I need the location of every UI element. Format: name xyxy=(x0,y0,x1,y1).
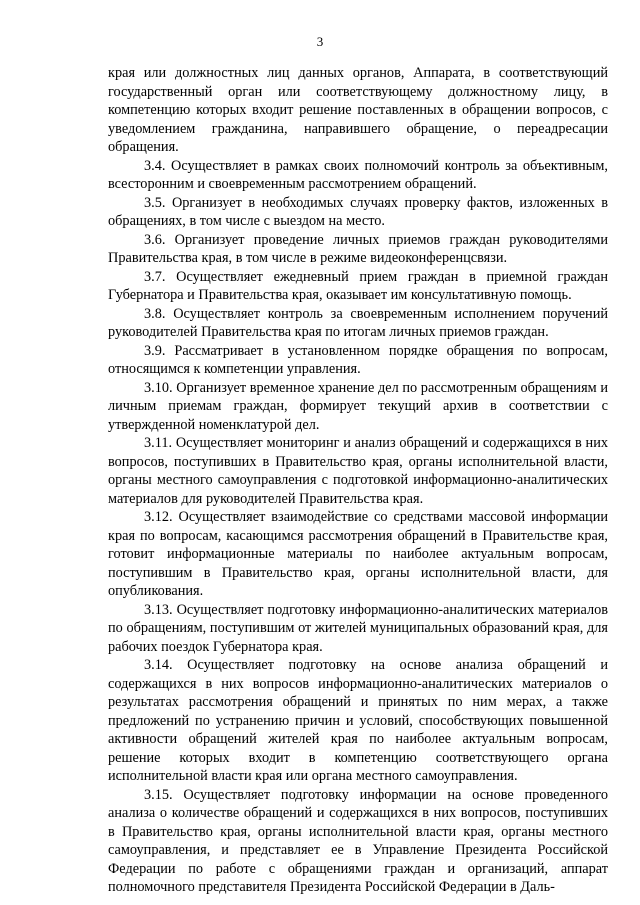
paragraph-3-14: 3.14. Осуществляет подготовку на основе анализа обращений и содержащихся в них вопросов информационно-аналитических материалов о результатах рассмотрения обращений и принятых по ним мерах, а также предложений по устранению причин и условий, способствующих повышенной активности обращений жителей края по наиболее актуальным вопросам, решение которых входит в компетенцию соответствующего органа исполнительной власти края или органа местного самоуправления. xyxy=(108,657,608,784)
paragraph-3-12: 3.12. Осуществляет взаимодействие со средствами массовой информации края по вопросам, касающимся рассмотрения обращений в Правительстве края, готовит информационные материалы по наиболее актуальным вопросам, поступившим в Правительство края, органы исполнительной власти, для опубликования. xyxy=(108,509,608,599)
paragraph-continuation: края или должностных лиц данных органов, Аппарата, в соответствующий государственный орган или соответствующему должностному лицу, в компетенцию которых входит решение поставленных в обращении вопросов, с уведомлением гражданина, направившего обращение, о переадресации обращения. xyxy=(108,65,608,155)
paragraph-3-5: 3.5. Организует в необходимых случаях проверку фактов, изложенных в обращениях, в том числе с выездом на место. xyxy=(108,194,608,229)
paragraph-3-11: 3.11. Осуществляет мониторинг и анализ обращений и содержащихся в них вопросов, поступивших в Правительство края, органы исполнительной власти, органы местного самоуправления с подготовкой информационно-аналитических материалов для руководителей Правительства края. xyxy=(108,435,608,507)
paragraph-3-9: 3.9. Рассматривает в установленном порядке обращения по вопросам, относящимся к компетенции управления. xyxy=(108,342,608,377)
paragraph-3-13: 3.13. Осуществляет подготовку информационно-аналитических материалов по обращениям, поступившим от жителей муниципальных образований края, для рабочих поездок Губернатора края. xyxy=(108,601,608,655)
paragraph-3-8: 3.8. Осуществляет контроль за своевременным исполнением поручений руководителей Правительства края по итогам личных приемов граждан. xyxy=(108,305,608,340)
paragraph-3-6: 3.6. Организует проведение личных приемов граждан руководителями Правительства края, в том числе в режиме видеоконференцсвязи. xyxy=(108,231,608,266)
document-body xyxy=(108,64,608,897)
page-number: 3 xyxy=(316,34,324,49)
paragraph-3-4: 3.4. Осуществляет в рамках своих полномочий контроль за объективным, всесторонним и своевременным рассмотрением обращений. xyxy=(108,157,608,192)
paragraph-3-15: 3.15. Осуществляет подготовку информации на основе проведенного анализа о количестве обращений и содержащихся в них вопросов, поступивших в Правительство края, органы исполнительной власти края, органы местного самоуправления, и представляет ее в Управление Президента Российской Федерации по работе с обращениями граждан и организаций, аппарат полномочного представителя Президента Российской Федерации в Даль- xyxy=(108,786,608,895)
paragraph-3-10: 3.10. Организует временное хранение дел по рассмотренным обращениям и личным приемам граждан, формирует текущий архив в соответствии с утвержденной номенклатурой дел. xyxy=(108,379,608,433)
paragraph-3-7: 3.7. Осуществляет ежедневный прием граждан в приемной граждан Губернатора и Правительства края, оказывает им консультативную помощь. xyxy=(108,268,608,303)
